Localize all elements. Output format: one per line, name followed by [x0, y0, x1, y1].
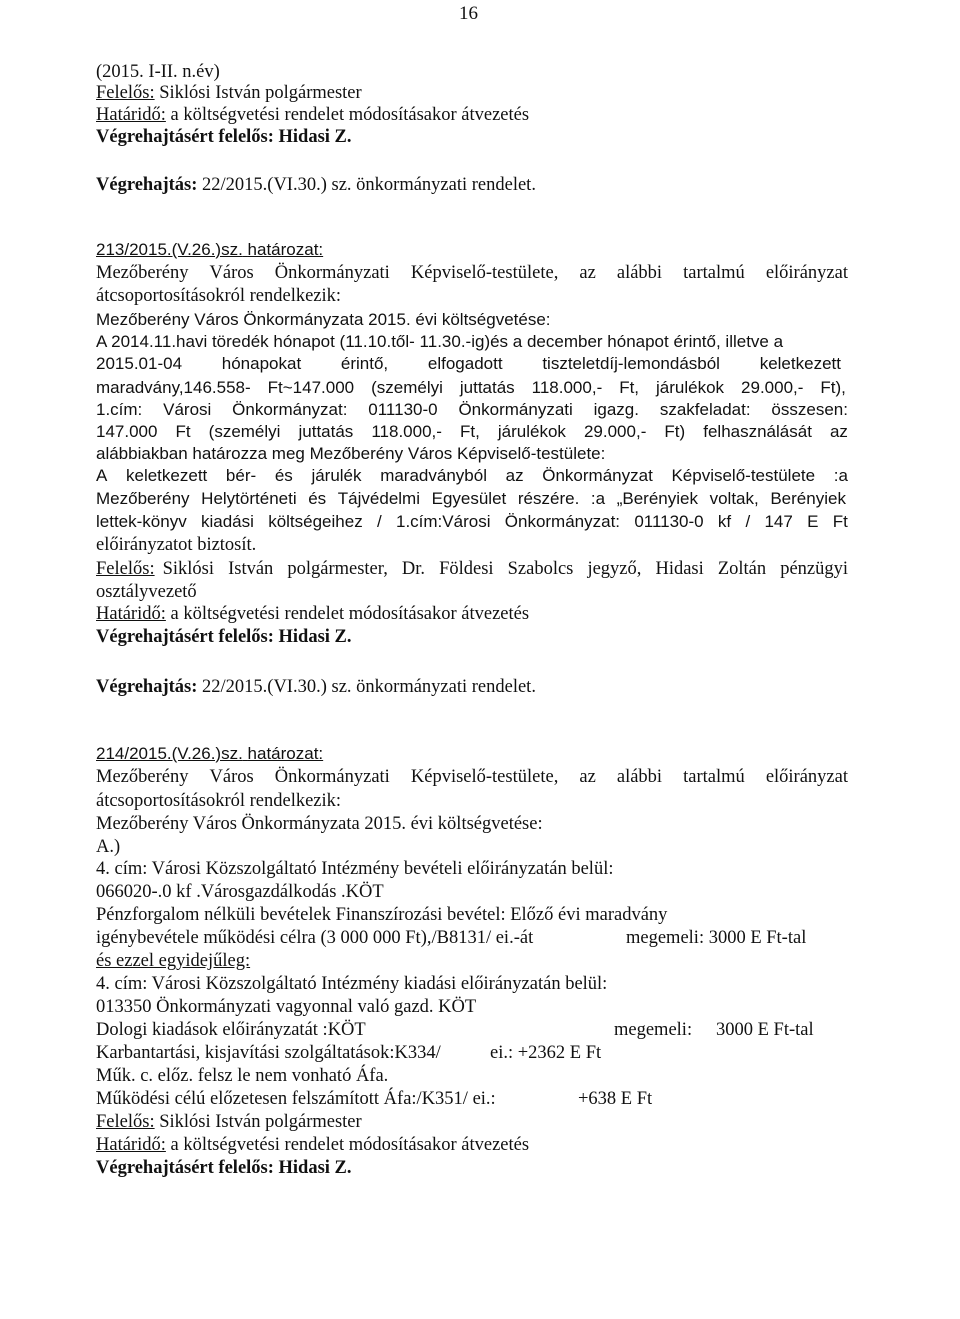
- r214-intro-line2: átcsoportosításokról rendelkezik:: [96, 791, 342, 811]
- word: és: [274, 466, 293, 485]
- word: pénzügyi: [780, 559, 848, 579]
- r214-expense-raise: megemeli:: [614, 1020, 693, 1040]
- word: Önkormányzati: [458, 400, 573, 419]
- word: 1.cím:Városi: [396, 512, 491, 531]
- r214-hatarido-line: [96, 1134, 529, 1156]
- r213-p-line9: [96, 511, 848, 533]
- word: érintő,: [340, 354, 389, 373]
- resolution-number: 213/2015.(V.26.)sz.: [96, 240, 243, 259]
- resolution-214-heading: [96, 743, 323, 765]
- r214-maint-value: [490, 1042, 601, 1064]
- word: előirányzat: [765, 263, 848, 283]
- r213-p-line7: [96, 465, 848, 487]
- word: (személyi: [371, 378, 443, 397]
- word: kf: [717, 512, 732, 531]
- r214-vat-note: Műk. c. előz. felsz le nem vonható Áfa.: [96, 1066, 389, 1086]
- word: tartalmú: [683, 263, 745, 283]
- r213-p-line1: A 2014.11.havi töredék hónapot (11.10.től- 11.30.-ig)és a december hónapot érintő, illetve a: [96, 332, 784, 351]
- word: keletkezett: [759, 354, 841, 373]
- r213-intro: [96, 262, 848, 284]
- word: Önkormányzat:: [504, 512, 621, 531]
- r214-income-code: 066020-.0 kf .Városgazdálkodás .KÖT: [96, 882, 384, 902]
- word: keletkezett: [126, 466, 208, 485]
- r213-p-line2: [96, 353, 841, 375]
- word: Város: [209, 263, 254, 283]
- word: Képviselő-testülete: [671, 466, 816, 485]
- word: A: [96, 466, 108, 485]
- word: :a: [590, 489, 606, 508]
- word: 011130-0: [368, 400, 438, 419]
- resolution-number: 214/2015.(V.26.)sz.: [96, 744, 243, 763]
- hatarido-value: a költségvetési rendelet módosításakor átvezetés: [165, 604, 530, 624]
- word: juttatás: [459, 378, 515, 397]
- word: Mezőberény: [96, 767, 189, 787]
- word: Zoltán: [717, 559, 767, 579]
- word: Mezőberény: [96, 489, 190, 508]
- word: 011130-0: [634, 512, 704, 531]
- word: Szabolcs: [507, 559, 574, 579]
- word: tiszteletdíj-lemondásból: [542, 354, 720, 373]
- word: Berényiek: [770, 489, 846, 508]
- r213-intro-line2: átcsoportosításokról rendelkezik:: [96, 286, 342, 306]
- resolution-213-heading: [96, 239, 323, 261]
- word: Ft: [175, 422, 191, 441]
- word: Önkormányzat: [542, 466, 653, 485]
- hatarido-value: a költségvetési rendelet módosításakor átvezetés: [165, 1135, 530, 1155]
- r214-simultaneous: és ezzel egyidejűleg:: [96, 951, 251, 971]
- r213-felelos-line: [96, 558, 848, 580]
- hatarido-label: Határidő:: [96, 1135, 166, 1155]
- word: juttatás: [298, 422, 354, 441]
- word: járulékok: [497, 422, 566, 441]
- r213-p-line3: [96, 377, 846, 399]
- r214-felelos-line: [96, 1111, 362, 1133]
- word: „Berényiek: [616, 489, 698, 508]
- word: járulék: [311, 466, 362, 485]
- word: Tájvédelmi: [337, 489, 420, 508]
- word: bér-: [225, 466, 257, 485]
- r213-p-line10: előirányzatot biztosít.: [96, 535, 257, 555]
- word: az: [579, 767, 596, 787]
- vegrehajtas-line: [96, 174, 536, 196]
- word: alábbi: [616, 263, 663, 283]
- vegrehajtasert-line: Végrehajtásért felelős: Hidasi Z.: [96, 127, 352, 147]
- word: Földesi: [439, 559, 494, 579]
- word: felhasználását: [703, 422, 812, 441]
- r214-prepaid-value: +638 E Ft: [578, 1089, 653, 1109]
- word: Képviselő-testülete,: [410, 767, 559, 787]
- r214-vegrehajtasert-line: Végrehajtásért felelős: Hidasi Z.: [96, 1158, 352, 1178]
- word: 29.000,-: [583, 422, 647, 441]
- r214-expense-title: 4. cím: Városi Közszolgáltató Intézmény kiadási előirányzatán belül:: [96, 974, 608, 994]
- r214-maint-line: [96, 1042, 441, 1064]
- word: 1.cím:: [96, 400, 143, 419]
- word: 2015.01-04: [96, 354, 183, 373]
- word: 118.000,-: [371, 422, 442, 441]
- r213-p-line6: alábbiakban határozza meg Mezőberény Város Képviselő-testülete:: [96, 444, 606, 463]
- word: /: [376, 512, 382, 531]
- hatarido-value: a költségvetési rendelet módosításakor átvezetés: [165, 105, 530, 125]
- hatarido-line: [96, 104, 529, 126]
- word: 147: [764, 512, 793, 531]
- word: 147.000: [96, 422, 158, 441]
- word: részére.: [517, 489, 580, 508]
- vegrehajtas-value: 22/2015.(VI.30.) sz. önkormányzati rendelet.: [197, 175, 536, 195]
- vegrehajtas-label: Végrehajtás:: [96, 677, 198, 697]
- word: Város: [209, 767, 254, 787]
- resolution-title: határozat:: [247, 240, 324, 259]
- word: az: [829, 422, 848, 441]
- word: Egyesület: [431, 489, 507, 508]
- word: maradvány,146.558-: [96, 378, 251, 397]
- word: járulékok: [656, 378, 725, 397]
- word: összesen:: [771, 400, 848, 419]
- word: kiadási: [200, 512, 254, 531]
- word: István: [228, 559, 274, 579]
- hatarido-label: Határidő:: [96, 105, 166, 125]
- word: Önkormányzat:: [232, 400, 348, 419]
- word: 118.000,-: [531, 378, 603, 397]
- page-number: 16: [459, 3, 478, 24]
- word: hónapokat: [221, 354, 302, 373]
- word: Ft~147.000: [267, 378, 355, 397]
- r213-vegrehajtas-line: [96, 676, 536, 698]
- word: elfogadott: [427, 354, 503, 373]
- r214-expense-amount: 3000 E Ft-tal: [716, 1020, 814, 1040]
- word: igazg.: [593, 400, 639, 419]
- r213-felelos-line2: osztályvezető: [96, 582, 197, 602]
- r213-p-line4: [96, 399, 848, 421]
- word: Ft): [664, 422, 686, 441]
- word: jegyző,: [587, 559, 642, 579]
- r213-budget-line: Mezőberény Város Önkormányzata 2015. évi költségvetése:: [96, 310, 551, 329]
- felelos-label: Felelős:: [96, 83, 155, 103]
- r213-vegrehajtasert-line: Végrehajtásért felelős: Hidasi Z.: [96, 627, 352, 647]
- maint-amount: +2362 E Ft: [517, 1043, 602, 1063]
- word: Siklósi: [162, 559, 215, 579]
- maint-ei: ei.:: [490, 1043, 514, 1063]
- r214-budget-line: Mezőberény Város Önkormányzata 2015. évi költségvetése:: [96, 814, 543, 834]
- word: Önkormányzati: [274, 767, 390, 787]
- hatarido-label: Határidő:: [96, 604, 166, 624]
- r214-income-desc: Pénzforgalom nélküli bevételek Finanszírozási bevétel: Előző évi maradvány: [96, 905, 668, 925]
- word: Ft,: [459, 422, 480, 441]
- word: tartalmú: [683, 767, 745, 787]
- felelos-label: Felelős:: [96, 559, 155, 579]
- word: Mezőberény: [96, 263, 189, 283]
- r214-income-title: 4. cím: Városi Közszolgáltató Intézmény bevételi előirányzatán belül:: [96, 859, 614, 879]
- felelos-words: [163, 558, 848, 580]
- word: alábbi: [616, 767, 663, 787]
- word: /: [745, 512, 751, 531]
- vegrehajtas-value: 22/2015.(VI.30.) sz. önkormányzati rendelet.: [197, 677, 536, 697]
- word: előirányzat: [765, 767, 848, 787]
- r213-hatarido-line: [96, 603, 529, 625]
- resolution-title: határozat:: [247, 744, 324, 763]
- word: Dr.: [401, 559, 426, 579]
- word: Ft),: [820, 378, 846, 397]
- r214-expense-code: 013350 Önkormányzati vagyonnal való gazd. KÖT: [96, 997, 477, 1017]
- word: polgármester,: [287, 559, 388, 579]
- r214-expense-desc: Dologi kiadások előirányzatát :KÖT: [96, 1020, 366, 1040]
- word: Helytörténeti: [201, 489, 297, 508]
- word: :a: [833, 466, 848, 485]
- word: Ft,: [619, 378, 640, 397]
- word: lettek-könyv: [96, 512, 187, 531]
- word: voltak,: [709, 489, 759, 508]
- word: Városi: [163, 400, 212, 419]
- felelos-value: Siklósi István polgármester: [154, 83, 362, 103]
- word: Hidasi: [655, 559, 704, 579]
- word: E: [807, 512, 819, 531]
- r214-prepaid-label: Működési célú előzetesen felszámított Áfa:/K351/ ei.:: [96, 1089, 496, 1109]
- word: az: [579, 263, 596, 283]
- r214-a-label: A.): [96, 837, 121, 857]
- felelos-label: Felelős:: [96, 1112, 155, 1132]
- word: Képviselő-testülete,: [410, 263, 559, 283]
- word: Önkormányzati: [274, 263, 390, 283]
- felelos-line: [96, 82, 362, 104]
- r213-p-line5: [96, 421, 848, 443]
- r213-p-line8: [96, 488, 846, 510]
- word: költségeihez: [268, 512, 363, 531]
- r214-income-use: igénybevétele működési célra (3 000 000 Ft),/B8131/ ei.-át: [96, 928, 534, 948]
- vegrehajtas-label: Végrehajtás:: [96, 175, 198, 195]
- felelos-value: Siklósi István polgármester: [154, 1112, 362, 1132]
- word: és: [308, 489, 327, 508]
- r214-income-amount: megemeli: 3000 E Ft-tal: [626, 928, 807, 948]
- word: (személyi: [208, 422, 281, 441]
- word: szakfeladat:: [659, 400, 751, 419]
- word: Ft: [832, 512, 848, 531]
- maint-label: Karbantartási, kisjavítási szolgáltatások:K334/: [96, 1043, 441, 1063]
- r214-intro: [96, 766, 848, 788]
- period-line: (2015. I-II. n.év): [96, 62, 220, 82]
- word: 29.000,-: [741, 378, 804, 397]
- word: az: [505, 466, 524, 485]
- word: maradványból: [380, 466, 487, 485]
